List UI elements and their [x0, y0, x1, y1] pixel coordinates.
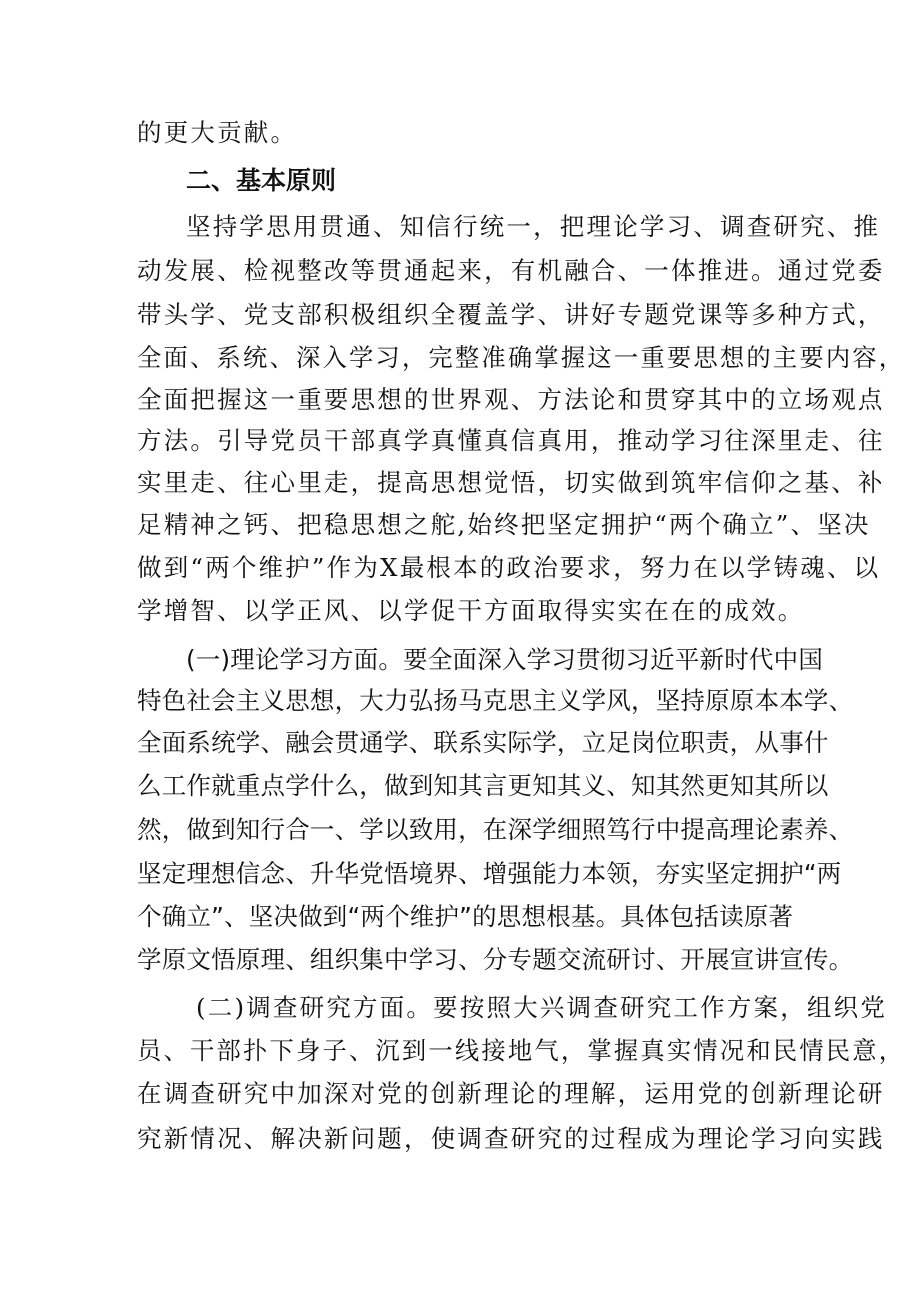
paragraph-line: 带头学、党支部积极组织全覆盖学、讲好专题党课等多种方式，: [137, 300, 885, 329]
paragraph-line: 在调查研究中加深对党的创新理论的理解，运用党的创新理论研: [137, 1079, 885, 1108]
paragraph-line: 学原文悟原理、组织集中学习、分专题交流研讨、开展宣讲宣传。: [137, 945, 854, 974]
paragraph-line: 特色社会主义思想，大力弘扬马克思主义学风，坚持原原本本学、: [137, 686, 854, 715]
paragraph-line: 做到“两个维护”作为X最根本的政治要求，努力在以学铸魂、以: [137, 553, 881, 582]
paragraph-line: 足精神之钙、把稳思想之舵,始终把坚定拥护“两个确立”、坚决: [137, 510, 871, 539]
lead-line: 的更大贡献。: [137, 118, 298, 147]
paragraph-line: 全面系统学、融会贯通学、联系实际学，立足岗位职责，从事什: [137, 728, 829, 757]
paragraph-line: 究新情况、解决新问题，使调查研究的过程成为理论学习向实践: [137, 1124, 885, 1153]
paragraph-line: 全面、系统、深入学习，完整准确掌握这一重要思想的主要内容，: [137, 343, 906, 372]
paragraph-line: 实里走、往心里走，提高思想觉悟，切实做到筑牢信仰之基、补: [137, 468, 885, 497]
paragraph-line: 员、干部扑下身子、沉到一线接地气，掌握真实情况和民情民意，: [137, 1036, 906, 1065]
paragraph-line: 坚持学思用贯通、知信行统一，把理论学习、调查研究、推: [186, 212, 881, 241]
paragraph-line: 方法。引导党员干部真学真懂真信真用，推动学习往深里走、往: [137, 426, 885, 455]
paragraph-line: 全面把握这一重要思想的世界观、方法论和贯穿其中的立场观点: [137, 385, 885, 414]
paragraph-line: 然，做到知行合一、学以致用，在深学细照笃行中提高理论素养、: [137, 815, 854, 844]
paragraph-line: 个确立”、坚决做到“两个维护”的思想根基。具体包括读原著: [137, 902, 794, 931]
paragraph-line: (二)调查研究方面。要按照大兴调查研究工作方案，组织党: [196, 993, 888, 1022]
paragraph-line: 学增智、以学正风、以学促干方面取得实实在在的成效。: [137, 596, 805, 625]
section-heading: 二、基本原则: [186, 166, 337, 195]
paragraph-line: 么工作就重点学什么，做到知其言更知其义、知其然更知其所以: [137, 771, 829, 800]
paragraph-line: (一)理论学习方面。要全面深入学习贯彻习近平新时代中国: [186, 645, 824, 674]
paragraph-line: 动发展、检视整改等贯通起来，有机融合、一体推进。通过党委: [137, 256, 885, 285]
paragraph-line: 坚定理想信念、升华党悟境界、增强能力本领，夯实坚定拥护“两: [137, 859, 842, 888]
